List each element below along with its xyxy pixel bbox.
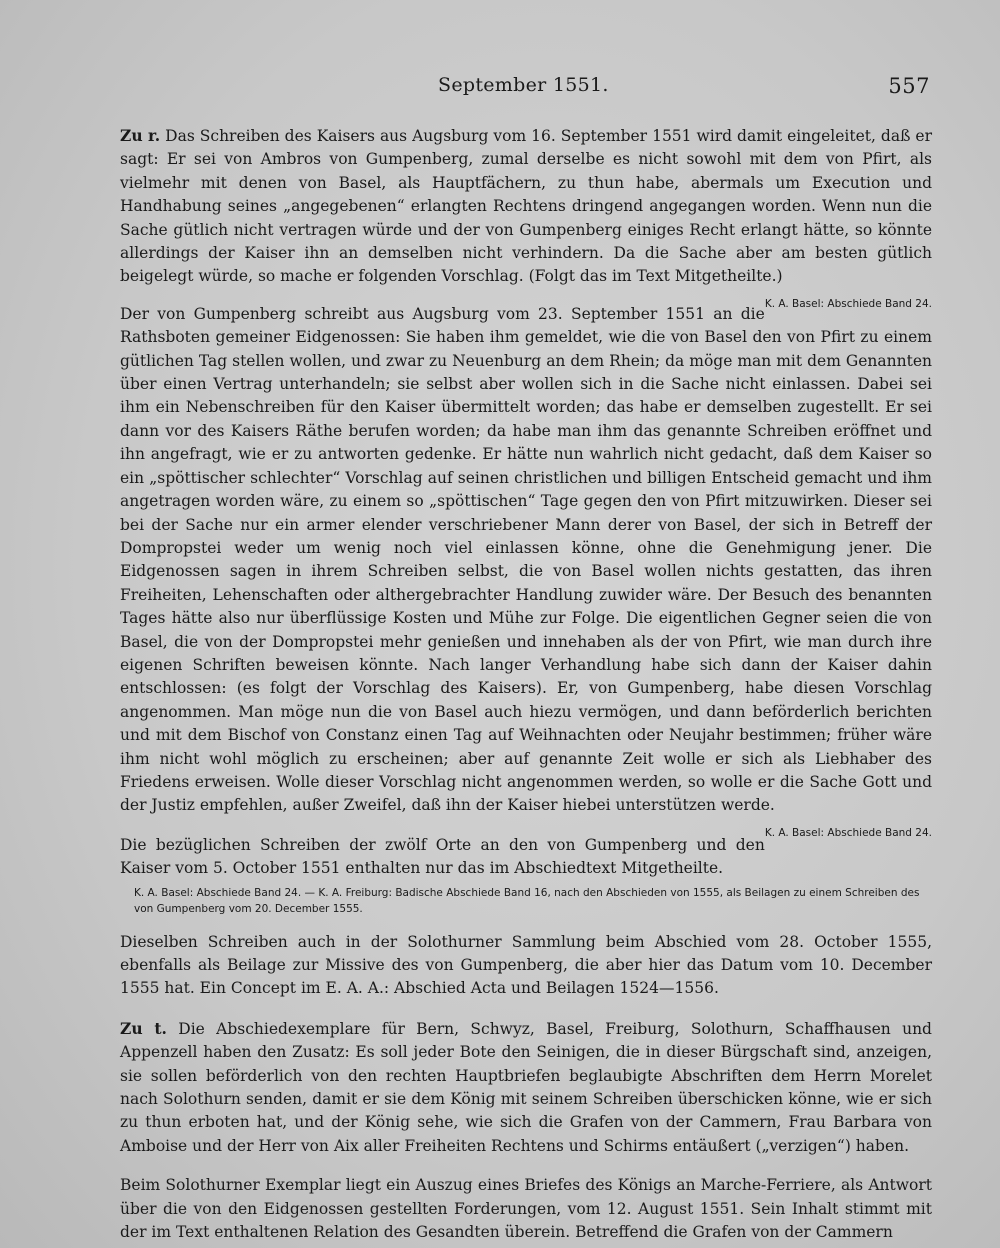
source-citation: K. A. Basel: Abschiede Band 24.	[764, 826, 932, 839]
spacer	[120, 917, 932, 931]
paragraph-text: Die Abschiedexemplare für Bern, Schwyz, Basel, Freiburg, Solothurn, Schaffhausen und Appenzell haben den Zusatz: Es soll jeder Bote den Seinigen, die in dieser Bürgschaft sind, anzeigen, sie sollen beförderlich von den rechten Hauptbriefen beglaubigte Abschriften dem Herrn Morelet nach Solothurn senden, damit er sie dem König mit seinem Schreiben überschicken könne, wie er sich zu thun erboten hat, und der König sehe, wie sich die Grafen von der Cammern, Frau Barbara von Amboise und der Herr von Aix aller Freiheiten Rechtens und Schirms entäußert („verzigen“) haben.	[120, 1019, 932, 1155]
paragraph-lead: Zu r.	[120, 126, 161, 145]
paragraph-zu-t	[120, 1017, 932, 1158]
paragraph-text: Beim Solothurner Exemplar liegt ein Auszug eines Briefes des Königs an Marche-Ferriere, als Antwort über die von den Eidgenossen gestellten Forderungen, vom 12. August 1551. Sein Inhalt stimmt mit der im Text enthaltenen Relation des Gesandten überein. Betreffend die Grafen von der Cammern	[120, 1176, 932, 1242]
spacer	[120, 1001, 932, 1017]
paragraph-solothurner-sammlung	[120, 931, 932, 1001]
paragraph-text: Der von Gumpenberg schreibt aus Augsburg vom 23. September 1551 an die Rathsboten gemeiner Eidgenossen: Sie haben ihm gemeldet, wie die von Basel den von Pfirt zu einem gütlichen Tag stellen wollen, und zwar zu Neuenburg an dem Rhein; da möge man mit dem Genannten über einen Vertrag unterhandeln; sie selbst aber wollen sich in die Sache nicht einlassen. Dabei sei ihm ein Nebenschreiben für den Kaiser übermittelt worden; das habe er demselben zugestellt. Er sei dann vor des Kaisers Räthe berufen worden; da habe man ihm das genannte Schreiben eröffnet und ihn angefragt, wie er zu antworten gedenke. Er hätte nun wahrlich nicht gedacht, daß dem Kaiser so ein „spöttischer schlechter“ Vorschlag auf seinen christlichen und billigen Entscheid gemacht und ihm angetragen worden wäre, zu einem so „spöttischen“ Tage gegen den von Pfirt mitzuwirken. Dieser sei bei der Sache nur ein armer elender verschriebener Mann derer von Basel, der sich in Betreff der Dompropstei weder um wenig noch viel einlassen könne, ohne die Genehmigung jener. Die Eidgenossen sagen in ihrem Schreiben selbst, die von Basel wollen nichts gestatten, das ihren Freiheiten, Lehenschaften oder althergebrachter Handlung zuwider wäre. Der Besuch des benannten Tages hätte also nur überflüssige Kosten und Mühe zur Folge. Die eigentlichen Gegner seien die von Basel, die von der Dompropstei mehr genießen und innehaben als der von Pfirt, wie man durch ihre eigenen Schriften beweisen könnte. Nach langer Verhandlung habe sich dann der Kaiser dahin entschlossen: (es folgt der Vorschlag des Kaisers). Er, von Gumpenberg, habe diesen Vorschlag angenommen. Man möge nun die von Basel auch hiezu vermögen, und dann beförderlich berichten und mit dem Bischof von Constanz einen Tag auf Weihnachten oder Neujahr bestimmen; früher wäre ihm nicht wohl möglich zu erscheinen; aber auf genannte Zeit wolle er sich als Liebhaber des Friedens erweisen. Wolle dieser Vorschlag nicht angenommen werden, so wolle er die Sache Gott und der Justiz empfehlen, außer Zweifel, daß ihn der Kaiser hiebei unterstützen werde.	[120, 304, 932, 815]
source-citation: K. A. Basel: Abschiede Band 24.	[764, 297, 932, 310]
paragraph-zu-r	[120, 124, 932, 310]
reference-note: K. A. Basel: Abschiede Band 24. — K. A. Freiburg: Badische Abschiede Band 16, nach den Abschieden von 1555, als Beilagen zu einem Schreiben des von Gumpenberg vom 20. December 1555.	[134, 886, 920, 915]
page-body	[120, 124, 932, 1244]
paragraph-text: Das Schreiben des Kaisers aus Augsburg vom 16. September 1551 wird damit eingeleitet, daß er sagt: Er sei von Ambros von Gumpenberg, zumal derselbe es nicht sowohl mit dem von Pfirt, als vielmehr mit denen von Basel, als Hauptfächern, zu thun habe, abermals um Execution und Handhabung seines „angegebenen“ erlangten Rechtens dringend angegangen worden. Wenn nun die Sache gütlich nicht vertragen würde und der von Gumpenberg einiges Recht erlangt hätte, so könnte allerdings der Kaiser ihn an demselben nicht verhindern. Da die Sache aber am besten gütlich beigelegt würde, so mache er folgenden Vorschlag. (Folgt das im Text Mitgetheilte.)	[120, 127, 932, 286]
spacer	[120, 1158, 932, 1174]
paragraph-lead: Zu t.	[120, 1018, 167, 1038]
paragraph-text: Dieselben Schreiben auch in der Solothurner Sammlung beim Abschied vom 28. October 1555, ebenfalls als Beilage zur Missive des von Gumpenberg, die aber hier das Datum vom 10. December 1555 hat. Ein Concept im E. A. A.: Abschied Acta und Beilagen 1524—1556.	[120, 932, 932, 998]
page-number: 557	[888, 74, 930, 98]
paragraph-gumpenberg-letter	[120, 303, 932, 839]
paragraph-solothurner-exemplar	[120, 1174, 932, 1244]
paragraph-text: Die bezüglichen Schreiben der zwölf Orte an den von Gumpenberg und den Kaiser vom 5. October 1551 enthalten nur das im Abschiedtext Mitgetheilte.	[120, 835, 765, 878]
page-header	[120, 74, 930, 106]
running-head: September 1551.	[438, 74, 609, 96]
